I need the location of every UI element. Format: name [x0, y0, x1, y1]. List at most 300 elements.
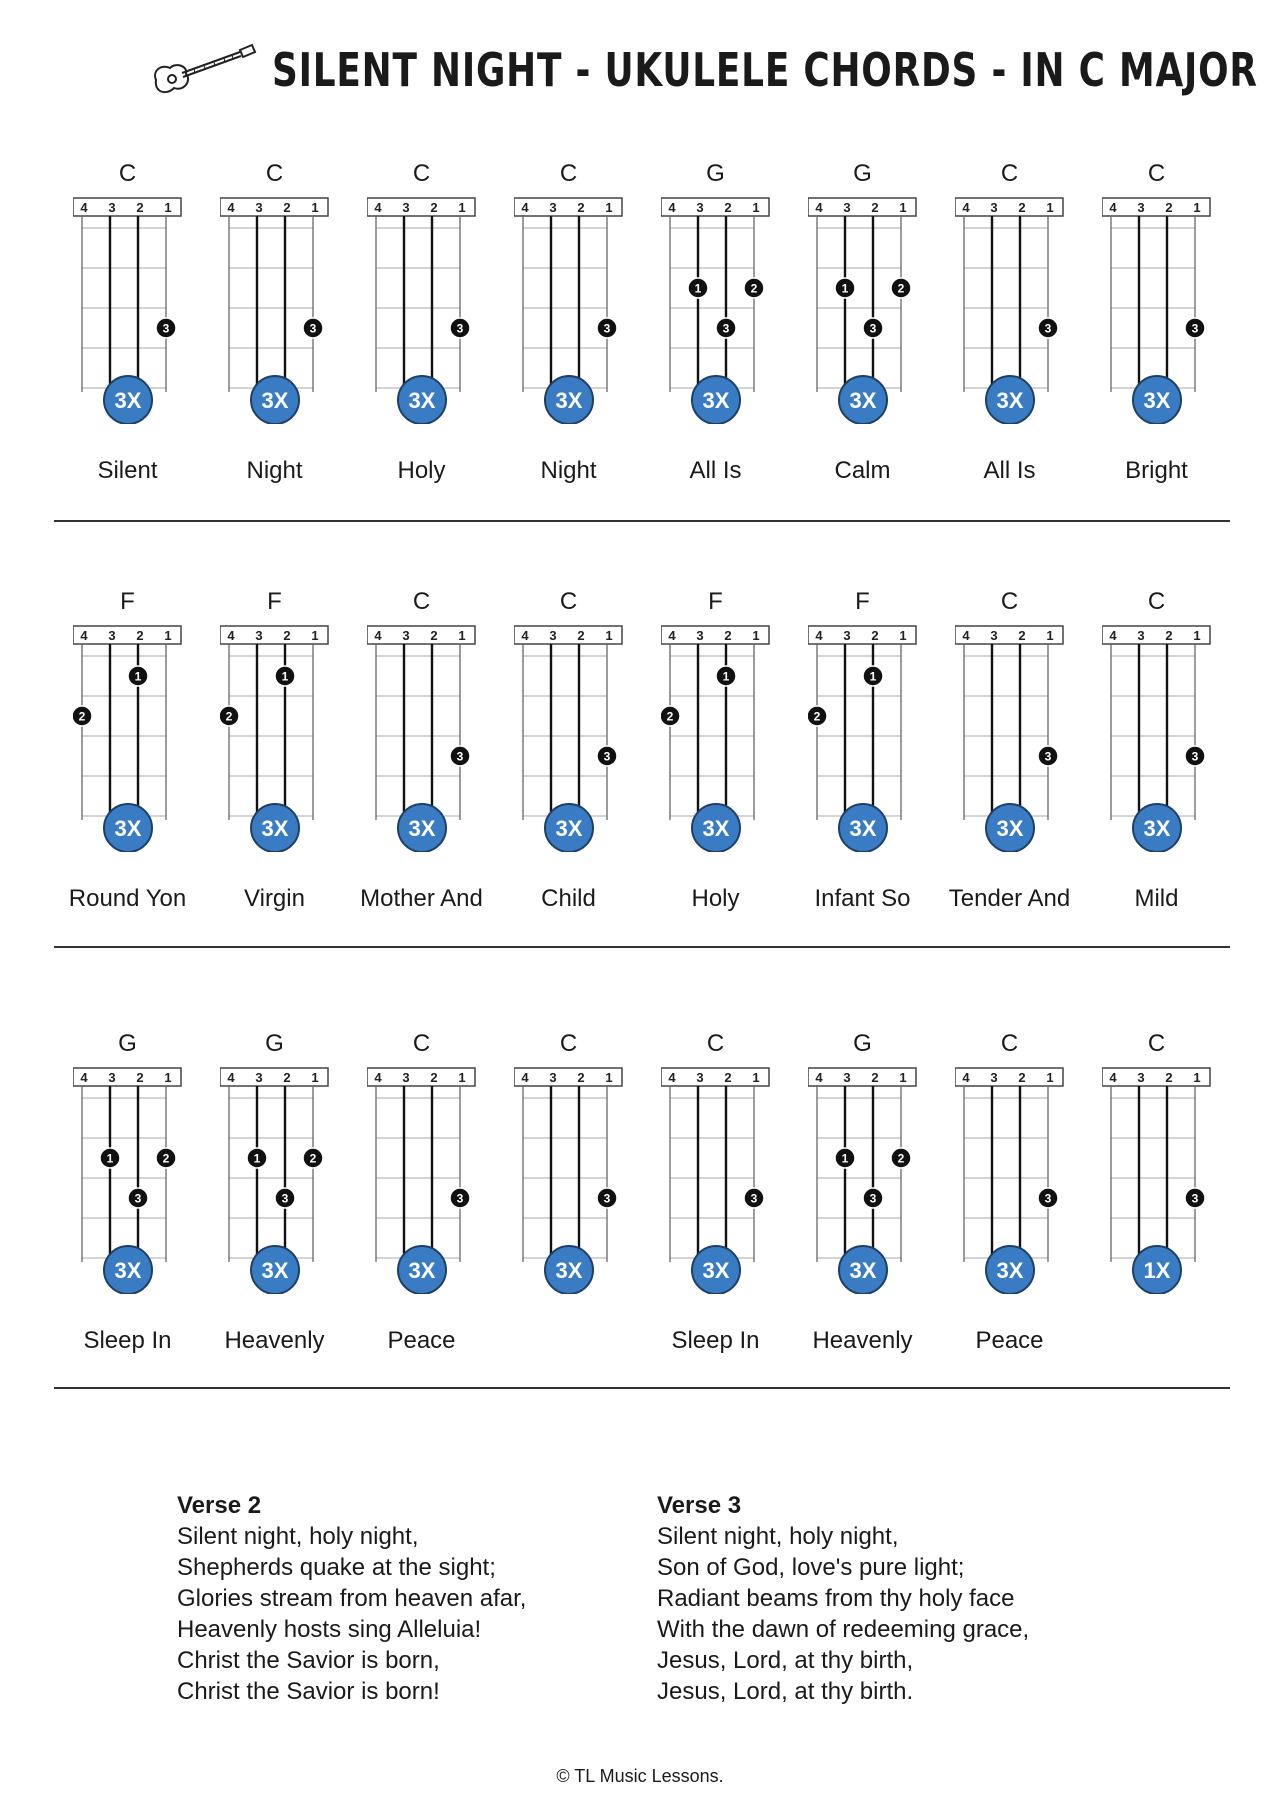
- row-divider: [54, 520, 1230, 522]
- svg-text:1: 1: [281, 669, 289, 684]
- strum-count-badge: [398, 804, 446, 852]
- string-number: 3: [402, 628, 410, 643]
- finger-dot: [73, 706, 92, 726]
- string-number: 1: [752, 1070, 760, 1085]
- string-number: 2: [430, 1070, 438, 1085]
- string-number: 2: [283, 200, 291, 215]
- string-number: 3: [108, 1070, 116, 1085]
- svg-text:1: 1: [869, 669, 877, 684]
- chord-name: F: [267, 588, 282, 615]
- string-number: 1: [605, 200, 613, 215]
- string-number: 3: [696, 200, 704, 215]
- finger-dot: [597, 318, 617, 338]
- strum-count: 3X: [1143, 388, 1171, 413]
- string-number: 3: [549, 1070, 557, 1085]
- verse-title: Verse 3: [657, 1492, 742, 1519]
- chord-cell: [348, 588, 495, 960]
- chord-diagram: [1102, 1064, 1212, 1294]
- string-number: 1: [1193, 200, 1201, 215]
- string-number: 3: [255, 200, 263, 215]
- svg-text:3: 3: [456, 321, 464, 336]
- chord-cell: [201, 1030, 348, 1402]
- chord-cell: [54, 588, 201, 960]
- string-number: 4: [815, 628, 823, 643]
- finger-dot: [863, 1188, 883, 1208]
- strum-count-badge: [104, 1246, 152, 1294]
- verse-line: Jesus, Lord, at thy birth.: [657, 1678, 914, 1705]
- chord-cell: [348, 1030, 495, 1402]
- string-number: 3: [990, 1070, 998, 1085]
- verse-line: Son of God, love's pure light;: [657, 1554, 965, 1581]
- chord-diagram: [808, 194, 918, 424]
- finger-dot: [1185, 746, 1205, 766]
- string-number: 2: [1165, 200, 1173, 215]
- chord-diagram: [808, 622, 918, 852]
- finger-dot: [891, 278, 911, 298]
- verses-section: [177, 1490, 1137, 1707]
- chord-diagram: [367, 622, 477, 852]
- chord-diagram: [661, 1064, 771, 1294]
- strum-count: 3X: [114, 388, 142, 413]
- lyric-text: Heavenly: [812, 1327, 913, 1354]
- string-number: 4: [815, 200, 823, 215]
- chord-name: F: [708, 588, 723, 615]
- verse-line: Jesus, Lord, at thy birth,: [657, 1647, 914, 1674]
- svg-text:2: 2: [225, 709, 233, 724]
- chord-cell: [348, 160, 495, 532]
- chord-name: C: [412, 588, 431, 615]
- chord-cell: [789, 588, 936, 960]
- strum-count: 3X: [261, 388, 289, 413]
- lyric-text: Mother And: [360, 885, 483, 912]
- string-number: 2: [871, 628, 879, 643]
- string-number: 4: [374, 200, 382, 215]
- finger-dot: [835, 1148, 855, 1168]
- lyric-text: Holy: [691, 885, 740, 912]
- strum-count: 3X: [849, 1258, 877, 1283]
- finger-dot: [863, 666, 883, 686]
- strum-count-badge: [839, 804, 887, 852]
- lyric-text: All Is: [689, 457, 742, 484]
- chord-cell: [1083, 160, 1230, 532]
- string-number: 2: [1165, 1070, 1173, 1085]
- page-title: SILENT NIGHT - UKULELE CHORDS - IN C MAJOR: [272, 43, 1258, 97]
- strum-count: 3X: [555, 388, 583, 413]
- string-number: 3: [1137, 200, 1145, 215]
- chord-name: G: [853, 160, 872, 187]
- svg-text:1: 1: [134, 669, 142, 684]
- lyric-text: Infant So: [814, 885, 911, 912]
- verse-line: Radiant beams from thy holy face: [657, 1585, 1015, 1612]
- strum-count: 3X: [114, 1258, 142, 1283]
- finger-dot: [247, 1148, 267, 1168]
- string-number: 4: [521, 1070, 529, 1085]
- strum-count: 3X: [996, 388, 1024, 413]
- finger-dot: [661, 706, 680, 726]
- string-number: 4: [962, 200, 970, 215]
- string-number: 2: [136, 628, 144, 643]
- strum-count-badge: [692, 1246, 740, 1294]
- svg-text:1: 1: [253, 1151, 261, 1166]
- lyric-text: Night: [246, 457, 303, 484]
- svg-text:2: 2: [813, 709, 821, 724]
- finger-dot: [156, 1148, 176, 1168]
- string-number: 2: [1165, 628, 1173, 643]
- finger-dot: [1038, 746, 1058, 766]
- strum-count-badge: [986, 1246, 1034, 1294]
- lyric-text: Bright: [1125, 457, 1188, 484]
- strum-count-badge: [251, 804, 299, 852]
- string-number: 2: [283, 1070, 291, 1085]
- chord-cell: [495, 588, 642, 960]
- svg-text:2: 2: [162, 1151, 170, 1166]
- string-number: 3: [402, 1070, 410, 1085]
- string-number: 2: [871, 1070, 879, 1085]
- chord-cell: [201, 160, 348, 532]
- string-number: 4: [374, 628, 382, 643]
- verse-title: Verse 2: [177, 1492, 262, 1519]
- string-number: 4: [80, 200, 88, 215]
- strum-count-badge: [398, 376, 446, 424]
- lyric-text: Sleep In: [671, 1327, 760, 1354]
- svg-text:1: 1: [841, 1151, 849, 1166]
- finger-dot: [275, 666, 295, 686]
- svg-text:3: 3: [1044, 1191, 1052, 1206]
- string-number: 4: [815, 1070, 823, 1085]
- verse-2: [177, 1490, 657, 1707]
- chord-diagram: [73, 1064, 183, 1294]
- chord-cell: [495, 1030, 642, 1402]
- string-number: 4: [668, 1070, 676, 1085]
- lyric-text: Heavenly: [224, 1327, 325, 1354]
- svg-text:3: 3: [1191, 749, 1199, 764]
- chord-name: C: [412, 160, 431, 187]
- svg-text:3: 3: [1191, 321, 1199, 336]
- chord-name: C: [1000, 588, 1019, 615]
- string-number: 4: [668, 200, 676, 215]
- strum-count-badge: [398, 1246, 446, 1294]
- finger-dot: [220, 706, 239, 726]
- string-number: 3: [549, 200, 557, 215]
- strum-count-badge: [986, 804, 1034, 852]
- string-number: 3: [990, 628, 998, 643]
- strum-count: 3X: [702, 1258, 730, 1283]
- chord-diagram: [1102, 194, 1212, 424]
- chord-cell: [1083, 1030, 1230, 1402]
- finger-dot: [808, 706, 827, 726]
- svg-text:1: 1: [722, 669, 730, 684]
- finger-dot: [835, 278, 855, 298]
- chord-cell: [936, 160, 1083, 532]
- string-number: 2: [724, 628, 732, 643]
- string-number: 1: [1193, 628, 1201, 643]
- finger-dot: [450, 1188, 470, 1208]
- string-number: 2: [724, 1070, 732, 1085]
- svg-text:3: 3: [309, 321, 317, 336]
- lyric-text: Night: [540, 457, 597, 484]
- verse-3: [657, 1490, 1137, 1707]
- chord-name: C: [1147, 1030, 1166, 1057]
- chord-cell: [936, 588, 1083, 960]
- chord-diagram: [808, 1064, 918, 1294]
- chord-diagram: [661, 622, 771, 852]
- chord-cell: [54, 1030, 201, 1402]
- finger-dot: [688, 278, 708, 298]
- verse-line: Shepherds quake at the sight;: [177, 1554, 496, 1581]
- string-number: 2: [430, 200, 438, 215]
- chord-cell: [495, 160, 642, 532]
- string-number: 1: [311, 1070, 319, 1085]
- verse-line: Silent night, holy night,: [657, 1523, 899, 1550]
- chord-name: C: [559, 588, 578, 615]
- chord-name: C: [1000, 1030, 1019, 1057]
- strum-count: 3X: [996, 816, 1024, 841]
- svg-text:3: 3: [603, 1191, 611, 1206]
- chord-cell: [642, 588, 789, 960]
- strum-count: 3X: [261, 1258, 289, 1283]
- chord-diagram: [514, 622, 624, 852]
- string-number: 1: [752, 200, 760, 215]
- string-number: 1: [164, 1070, 172, 1085]
- row-divider: [54, 946, 1230, 948]
- string-number: 3: [1137, 1070, 1145, 1085]
- svg-text:3: 3: [722, 321, 730, 336]
- finger-dot: [1038, 1188, 1058, 1208]
- chord-diagram: [514, 194, 624, 424]
- lyric-text: Sleep In: [83, 1327, 172, 1354]
- strum-count: 3X: [1143, 816, 1171, 841]
- string-number: 1: [752, 628, 760, 643]
- string-number: 4: [1109, 1070, 1117, 1085]
- string-number: 2: [577, 628, 585, 643]
- strum-count-badge: [692, 376, 740, 424]
- string-number: 1: [164, 628, 172, 643]
- chord-diagram: [220, 194, 330, 424]
- string-number: 2: [724, 200, 732, 215]
- string-number: 2: [430, 628, 438, 643]
- finger-dot: [716, 666, 736, 686]
- verse-line: Christ the Savior is born!: [177, 1678, 440, 1705]
- chord-cell: [789, 160, 936, 532]
- strum-count: 3X: [408, 1258, 436, 1283]
- finger-dot: [128, 1188, 148, 1208]
- finger-dot: [128, 666, 148, 686]
- string-number: 1: [458, 1070, 466, 1085]
- strum-count-badge: [545, 1246, 593, 1294]
- svg-text:3: 3: [1191, 1191, 1199, 1206]
- finger-dot: [891, 1148, 911, 1168]
- page-header: [0, 30, 1280, 110]
- string-number: 1: [899, 628, 907, 643]
- strum-count-badge: [839, 1246, 887, 1294]
- chord-cell: [1083, 588, 1230, 960]
- string-number: 4: [227, 628, 235, 643]
- string-number: 1: [1046, 1070, 1054, 1085]
- strum-count: 3X: [849, 816, 877, 841]
- chord-name: G: [706, 160, 725, 187]
- string-number: 2: [1018, 1070, 1026, 1085]
- string-number: 3: [402, 200, 410, 215]
- chord-diagram: [367, 1064, 477, 1294]
- chord-diagram: [955, 194, 1065, 424]
- finger-dot: [1185, 1188, 1205, 1208]
- lyric-text: Holy: [397, 457, 446, 484]
- svg-text:3: 3: [134, 1191, 142, 1206]
- chord-name: C: [265, 160, 284, 187]
- finger-dot: [744, 1188, 764, 1208]
- chord-name: G: [853, 1030, 872, 1057]
- string-number: 1: [605, 628, 613, 643]
- strum-count-badge: [986, 376, 1034, 424]
- string-number: 1: [1193, 1070, 1201, 1085]
- copyright-footer: © TL Music Lessons.: [556, 1766, 724, 1786]
- verse-line: Heavenly hosts sing Alleluia!: [177, 1616, 482, 1643]
- finger-dot: [597, 1188, 617, 1208]
- svg-text:3: 3: [869, 1191, 877, 1206]
- string-number: 1: [311, 200, 319, 215]
- string-number: 3: [696, 1070, 704, 1085]
- string-number: 2: [136, 1070, 144, 1085]
- strum-count-badge: [545, 804, 593, 852]
- svg-text:2: 2: [897, 1151, 905, 1166]
- svg-text:3: 3: [603, 749, 611, 764]
- finger-dot: [863, 318, 883, 338]
- svg-text:1: 1: [106, 1151, 114, 1166]
- lyric-text: Mild: [1134, 885, 1179, 912]
- string-number: 3: [255, 628, 263, 643]
- svg-text:3: 3: [456, 749, 464, 764]
- chord-diagram: [73, 622, 183, 852]
- lyric-text: Calm: [834, 457, 891, 484]
- ukulele-icon: [148, 40, 258, 100]
- svg-text:2: 2: [78, 709, 86, 724]
- chord-cell: [789, 1030, 936, 1402]
- chord-diagram: [1102, 622, 1212, 852]
- string-number: 4: [962, 1070, 970, 1085]
- lyric-text: Peace: [975, 1327, 1044, 1354]
- strum-count-badge: [1133, 376, 1181, 424]
- strum-count: 1X: [1143, 1258, 1171, 1283]
- chord-cell: [54, 160, 201, 532]
- string-number: 2: [1018, 628, 1026, 643]
- chord-name: C: [1147, 160, 1166, 187]
- string-number: 3: [108, 200, 116, 215]
- lyric-text: Round Yon: [68, 885, 187, 912]
- verse-line: Silent night, holy night,: [177, 1523, 419, 1550]
- strum-count-badge: [104, 804, 152, 852]
- string-number: 2: [577, 200, 585, 215]
- strum-count: 3X: [996, 1258, 1024, 1283]
- finger-dot: [100, 1148, 120, 1168]
- string-number: 4: [80, 1070, 88, 1085]
- strum-count-badge: [1133, 1246, 1181, 1294]
- verse-line: Glories stream from heaven afar,: [177, 1585, 527, 1612]
- strum-count-badge: [251, 376, 299, 424]
- string-number: 3: [549, 628, 557, 643]
- string-number: 2: [871, 200, 879, 215]
- string-number: 2: [283, 628, 291, 643]
- finger-dot: [716, 318, 736, 338]
- string-number: 3: [843, 200, 851, 215]
- string-number: 3: [1137, 628, 1145, 643]
- string-number: 1: [1046, 200, 1054, 215]
- string-number: 2: [1018, 200, 1026, 215]
- lyric-text: Virgin: [244, 885, 305, 912]
- finger-dot: [303, 1148, 323, 1168]
- chord-cell: [642, 1030, 789, 1402]
- chord-diagram: [514, 1064, 624, 1294]
- svg-text:3: 3: [456, 1191, 464, 1206]
- chord-row: [54, 588, 1230, 960]
- string-number: 3: [108, 628, 116, 643]
- chord-name: F: [855, 588, 870, 615]
- chord-diagram: [955, 622, 1065, 852]
- lyric-text: Peace: [387, 1327, 456, 1354]
- chord-name: C: [559, 1030, 578, 1057]
- chord-row: [54, 1030, 1230, 1402]
- strum-count: 3X: [408, 816, 436, 841]
- strum-count: 3X: [555, 1258, 583, 1283]
- chord-name: C: [559, 160, 578, 187]
- finger-dot: [156, 318, 176, 338]
- chord-diagram: [220, 622, 330, 852]
- svg-text:3: 3: [281, 1191, 289, 1206]
- strum-count: 3X: [702, 388, 730, 413]
- string-number: 3: [843, 1070, 851, 1085]
- svg-text:3: 3: [1044, 321, 1052, 336]
- chord-diagram: [220, 1064, 330, 1294]
- string-number: 3: [255, 1070, 263, 1085]
- strum-count-badge: [692, 804, 740, 852]
- string-number: 1: [899, 1070, 907, 1085]
- string-number: 1: [458, 200, 466, 215]
- string-number: 4: [374, 1070, 382, 1085]
- svg-text:2: 2: [897, 281, 905, 296]
- finger-dot: [450, 318, 470, 338]
- svg-text:3: 3: [869, 321, 877, 336]
- row-divider: [54, 1387, 1230, 1389]
- string-number: 4: [668, 628, 676, 643]
- strum-count-badge: [1133, 804, 1181, 852]
- finger-dot: [450, 746, 470, 766]
- string-number: 1: [164, 200, 172, 215]
- svg-text:3: 3: [603, 321, 611, 336]
- chord-name: C: [118, 160, 137, 187]
- finger-dot: [303, 318, 323, 338]
- chord-diagram: [367, 194, 477, 424]
- chord-cell: [936, 1030, 1083, 1402]
- string-number: 3: [843, 628, 851, 643]
- finger-dot: [1185, 318, 1205, 338]
- chord-name: G: [265, 1030, 284, 1057]
- string-number: 3: [990, 200, 998, 215]
- verse-line: Christ the Savior is born,: [177, 1647, 440, 1674]
- strum-count: 3X: [261, 816, 289, 841]
- string-number: 1: [458, 628, 466, 643]
- chord-name: C: [1147, 588, 1166, 615]
- lyric-text: All Is: [983, 457, 1036, 484]
- svg-text:2: 2: [309, 1151, 317, 1166]
- svg-text:3: 3: [1044, 749, 1052, 764]
- string-number: 1: [605, 1070, 613, 1085]
- strum-count-badge: [545, 376, 593, 424]
- string-number: 1: [899, 200, 907, 215]
- finger-dot: [275, 1188, 295, 1208]
- string-number: 4: [80, 628, 88, 643]
- finger-dot: [597, 746, 617, 766]
- verse-line: With the dawn of redeeming grace,: [657, 1616, 1030, 1643]
- svg-text:2: 2: [750, 281, 758, 296]
